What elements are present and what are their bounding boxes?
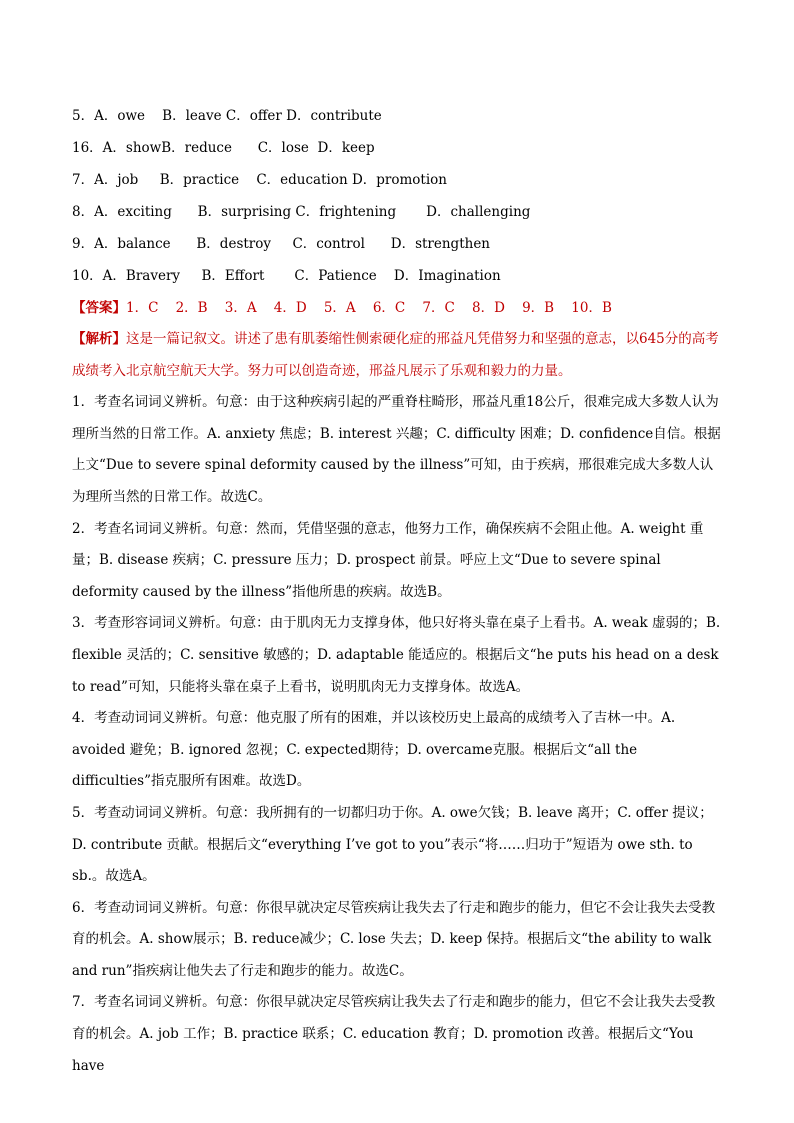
document-page bbox=[72, 100, 724, 1082]
answer-line bbox=[72, 292, 724, 324]
analysis-text: 这是一篇记叙文。讲述了患有肌萎缩性侧索硬化症的邢益凡凭借努力和坚强的意志，以645分的高考成绩考入北京航空航天大学。努力可以创造奇迹，邢益凡展示了乐观和毅力的力量。 bbox=[72, 331, 719, 379]
option-line: 16．A．showB．reduce C．lose D．keep bbox=[72, 140, 375, 156]
options-list bbox=[72, 100, 724, 292]
option-line: 10．A．Bravery B．Effort C．Patience D．Imagination bbox=[72, 268, 501, 284]
explanation-item-7: 7．考查名词词义辨析。句意：你很早就决定尽管疾病让我失去了行走和跑步的能力，但它不会让我失去受教育的机会。A. job 工作；B. practice 联系；C. education 教育；D. promotion 改善。根据后文“You have bbox=[72, 994, 716, 1074]
explanation-item-5: 5．考查动词词义辨析。句意：我所拥有的一切都归功于你。A. owe欠钱；B. leave 离开；C. offer 提议；D. contribute 贡献。根据后文“everything I’ve got to you”表示“将……归功于”短语为 owe sth. to sb.。故选A。 bbox=[72, 804, 713, 885]
explanation-item-4: 4．考查动词词义辨析。句意：他克服了所有的困难，并以该校历史上最高的成绩考入了吉林一中。A. avoided 避免；B. ignored 忽视；C. expected期待；D. overcame克服。根据后文“all the difficulties”指克服所有困难。故选D。 bbox=[72, 710, 676, 790]
explanation-item-6: 6．考查动词词义辨析。句意：你很早就决定尽管疾病让我失去了行走和跑步的能力，但它不会让我失去受教育的机会。A. show展示；B. reduce减少；C. lose 失去；D. keep 保持。根据后文“the ability to walk and run”指疾病让他失去了行走和跑步的能力。故选C。 bbox=[72, 899, 716, 979]
option-line: 9．A．balance B．destroy C．control D．strengthen bbox=[72, 236, 490, 252]
analysis-paragraph bbox=[72, 324, 724, 387]
explanation-item-1: 1．考查名词词义辨析。句意：由于这种疾病引起的严重脊柱畸形，邢益凡重18公斤，很难完成大多数人认为理所当然的日常工作。A. anxiety 焦虑；B. interest 兴趣；C. difficulty 困难；D. confidence自信。根据上文“Due to severe spinal deformity caused by the illness”可知，由于疾病，邢很难完成大多数人认为理所当然的日常工作。故选C。 bbox=[72, 394, 721, 505]
option-line: 5．A．owe B．leave C．offer D．contribute bbox=[72, 108, 382, 124]
explanation-item-3: 3．考查形容词词义辨析。句意：由于肌肉无力支撑身体，他只好将头靠在桌子上看书。A. weak 虚弱的；B. flexible 灵活的；C. sensitive 敏感的；D. adaptable 能适应的。根据后文“he puts his head on a desk to read”可知，只能将头靠在桌子上看书，说明肌肉无力支撑身体。故选A。 bbox=[72, 615, 721, 695]
option-line: 8．A．exciting B．surprising C．frightening D．challenging bbox=[72, 204, 531, 220]
explanation-item-2: 2．考查名词词义辨析。句意：然而，凭借坚强的意志，他努力工作，确保疾病不会阻止他。A. weight 重量；B. disease 疾病；C. pressure 压力；D. prospect 前景。呼应上文“Due to severe spinal deformity caused by the illness”指他所患的疾病。故选B。 bbox=[72, 520, 704, 600]
answer-text: 1．C 2．B 3．A 4．D 5．A 6．C 7．C 8．D 9．B 10．B bbox=[126, 300, 612, 316]
answer-tag: 【答案】 bbox=[72, 300, 126, 316]
analysis-tag: 【解析】 bbox=[72, 331, 126, 347]
option-line: 7．A．job B．practice C．education D．promotion bbox=[72, 172, 447, 188]
